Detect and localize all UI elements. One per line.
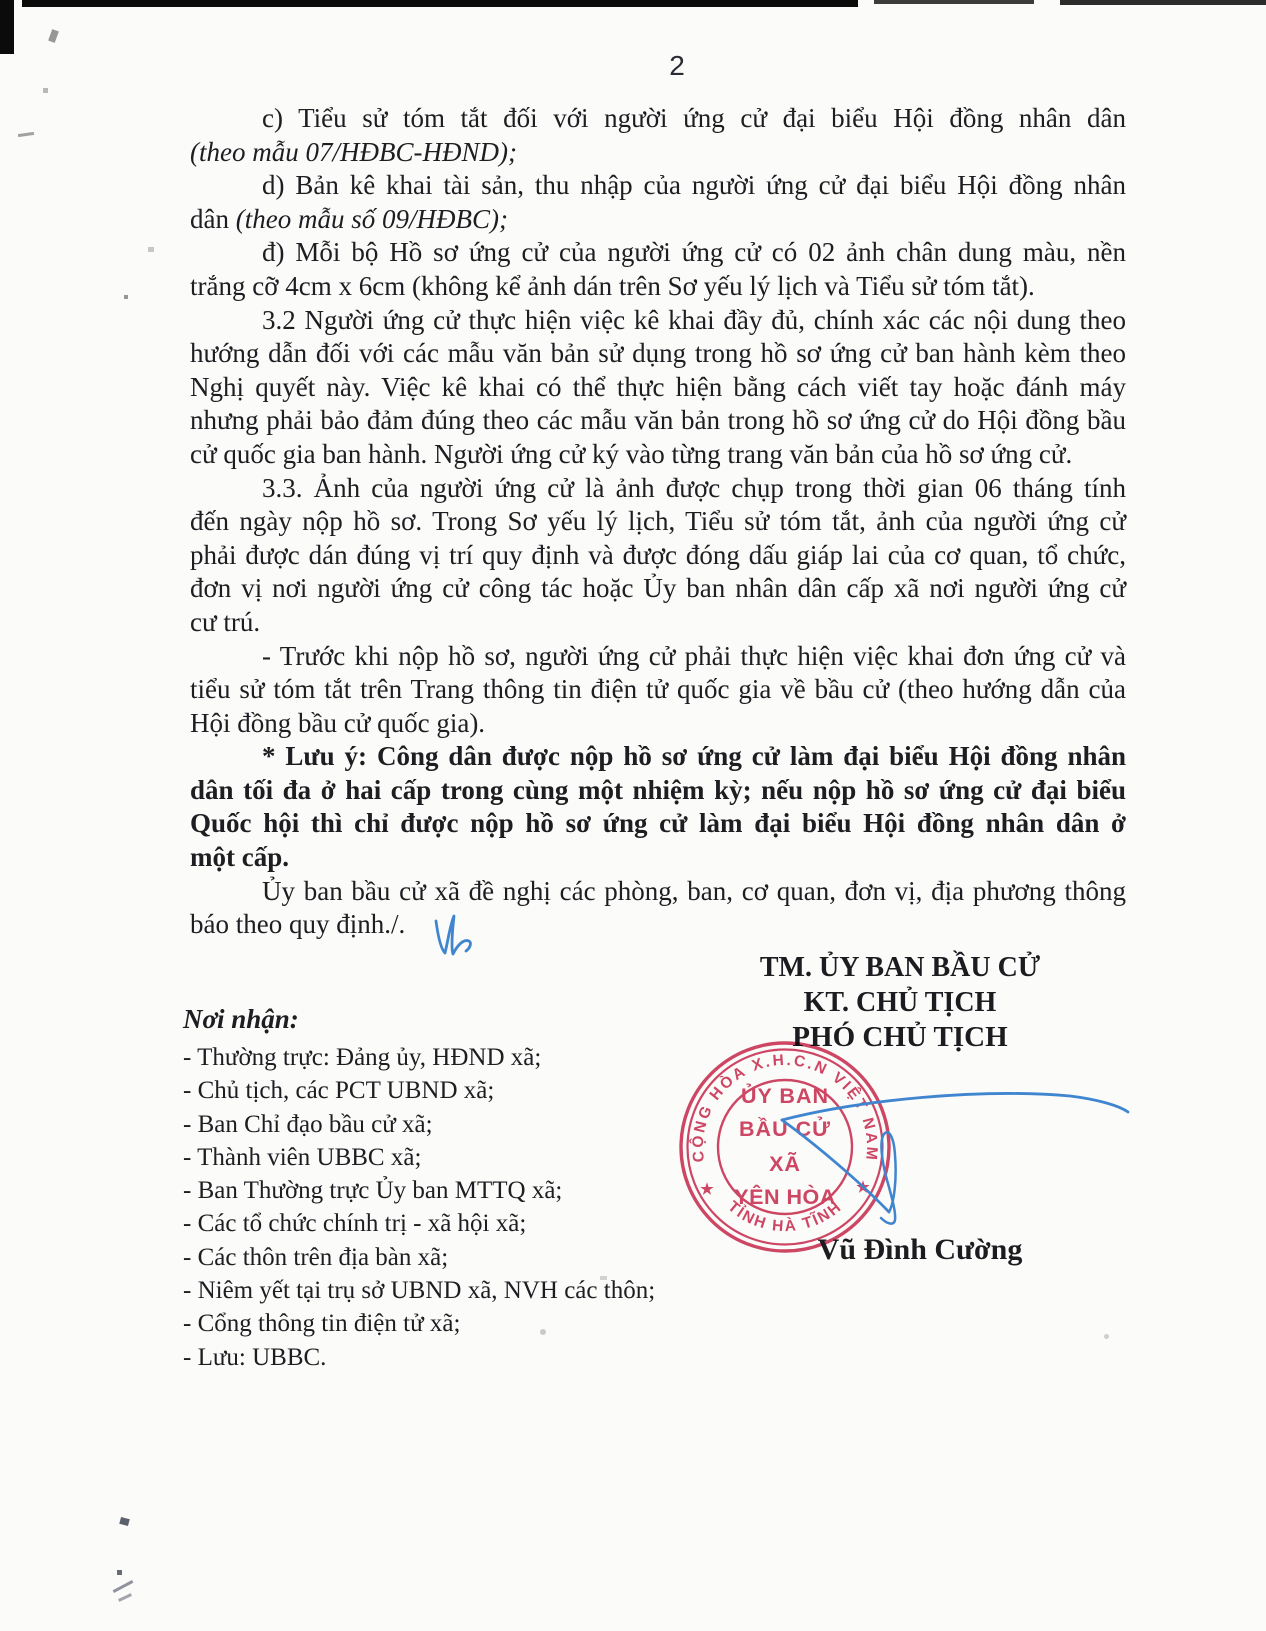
text-line — [190, 337, 1126, 371]
text-line — [190, 539, 1126, 573]
scan-artifact — [0, 0, 14, 54]
text-segment: đơn vị nơi người ứng cử công tác hoặc Ủy ban nhân dân cấp xã nơi người ứng cử — [190, 573, 1126, 604]
text-segment: Quốc hội thì chỉ được nộp hồ sơ ứng cử làm đại biểu Hội đồng nhân dân ở — [190, 808, 1126, 839]
text-segment: - Trước khi nộp hồ sơ, người ứng cử phải thực hiện việc khai đơn ứng cử và — [262, 640, 1126, 671]
text-segment: c) Tiểu sử tóm tắt đối với người ứng cử đại biểu Hội đồng nhân dân — [262, 103, 1126, 133]
paragraph — [190, 236, 1126, 303]
text-line — [190, 169, 1126, 203]
text-segment: d) Bản kê khai tài sản, thu nhập của người ứng cử đại biểu Hội đồng nhân — [262, 170, 1126, 201]
recipient-item: - Chủ tịch, các PCT UBND xã; — [183, 1077, 495, 1105]
scan-artifact — [118, 1593, 132, 1602]
scan-artifact — [113, 1580, 134, 1593]
signoff-kt: KT. CHỦ TỊCH — [803, 987, 997, 1018]
recipient-item: - Lưu: UBBC. — [183, 1343, 327, 1371]
recipient-item: - Niêm yết tại trụ sở UBND xã, NVH các thôn; — [183, 1277, 656, 1305]
text-line — [190, 505, 1126, 539]
text-segment: 3.3. Ảnh của người ứng cử là ảnh được chụp trong thời gian 06 tháng tính — [262, 472, 1126, 503]
paragraph — [190, 740, 1126, 874]
scan-artifact — [43, 88, 48, 93]
text-line — [190, 472, 1126, 506]
text-segment: nhưng phải bảo đảm đúng theo các mẫu văn bản trong hồ sơ ứng cử do Hội đồng bầu — [190, 405, 1126, 436]
page-number: 2 — [669, 50, 685, 81]
scan-artifact — [1104, 1334, 1109, 1339]
scan-artifact — [148, 247, 154, 252]
stamp-top-text: CỘNG HÒA X.H.C.N VIỆT NAM — [689, 1051, 881, 1163]
text-segment: đ) Mỗi bộ Hồ sơ ứng cử của người ứng cử có 02 ảnh chân dung màu, nền — [262, 237, 1126, 268]
stamp-center-line: BẦU CỬ — [739, 1117, 831, 1141]
star-icon: ★ — [856, 1179, 870, 1196]
text-segment: 3.2 Người ứng cử thực hiện việc kê khai đầy đủ, chính xác các nội dung theo — [262, 304, 1126, 335]
text-segment: trắng cỡ 4cm x 6cm (không kể ảnh dán trên Sơ yếu lý lịch và Tiểu sử tóm tắt). — [190, 270, 1035, 301]
text-segment: đến ngày nộp hồ sơ. Trong Sơ yếu lý lịch, Tiểu sử tóm tắt, ảnh của người ứng cử — [190, 506, 1126, 537]
text-line — [190, 640, 1126, 674]
text-segment: Ủy ban bầu cử xã đề nghị các phòng, ban, cơ quan, đơn vị, địa phương thông — [262, 875, 1126, 906]
text-segment: cư trú. — [190, 606, 261, 637]
text-line — [190, 102, 1126, 136]
text-segment: báo theo quy định./. — [190, 909, 406, 940]
text-segment: dân tối đa ở hai cấp trong cùng một nhiệm kỳ; nếu nộp hồ sơ ứng cử đại biểu — [190, 774, 1126, 805]
scan-artifact — [18, 132, 34, 137]
recipient-item: - Thường trực: Đảng ủy, HĐND xã; — [183, 1044, 542, 1071]
scan-artifact — [117, 1570, 122, 1575]
recipient-item: - Ban Chỉ đạo bầu cử xã; — [183, 1110, 433, 1138]
text-segment: (theo mẫu 07/HĐBC-HĐND); — [190, 136, 517, 167]
text-line — [190, 875, 1126, 909]
text-line — [190, 807, 1126, 841]
text-segment: cử quốc gia ban hành. Người ứng cử ký vào từng trang văn bản của hồ sơ ứng cử. — [190, 438, 1073, 469]
stamp-bottom-text: TỈNH HÀ TĨNH — [724, 1197, 846, 1236]
text-segment: Hội đồng bầu cử quốc gia). — [190, 707, 486, 738]
text-segment: Nghị quyết này. Việc kê khai có thể thực hiện bằng cách viết tay hoặc đánh máy — [190, 371, 1126, 402]
text-line — [190, 673, 1126, 707]
text-line — [190, 270, 1126, 304]
text-segment: hướng dẫn đối với các mẫu văn bản sử dụng trong hồ sơ ứng cử ban hành kèm theo — [190, 338, 1126, 369]
text-line — [190, 236, 1126, 270]
paragraph — [190, 640, 1126, 741]
text-line — [190, 304, 1126, 338]
paragraph — [190, 304, 1126, 472]
text-line — [190, 572, 1126, 606]
text-line — [190, 371, 1126, 405]
recipients-block — [183, 1004, 655, 1374]
scan-artifact — [22, 0, 858, 7]
recipient-item: - Các thôn trên địa bàn xã; — [183, 1243, 449, 1271]
star-icon: ★ — [700, 1181, 714, 1198]
text-line — [190, 606, 1126, 640]
stamp-center-line: YÊN HÒA — [734, 1185, 836, 1209]
text-line — [190, 740, 1126, 774]
text-segment: phải được dán đúng vị trí quy định và được đóng dấu giáp lai của cơ quan, tổ chức, — [190, 539, 1126, 570]
signoff-title: PHÓ CHỦ TỊCH — [792, 1021, 1008, 1053]
scan-artifact — [48, 29, 59, 43]
recipients-list — [183, 1041, 655, 1374]
recipient-item: - Cổng thông tin điện tử xã; — [183, 1310, 461, 1338]
paragraph — [190, 472, 1126, 640]
recipients-header: Nơi nhận: — [183, 1004, 299, 1034]
stamp-middle-ring — [688, 1050, 883, 1245]
paragraph — [190, 875, 1126, 942]
text-line — [190, 404, 1126, 438]
paragraph — [190, 169, 1126, 236]
text-line — [190, 774, 1126, 808]
text-line — [190, 136, 1126, 170]
text-line — [190, 203, 1126, 237]
stamp-center-line: ỦY BAN — [740, 1084, 830, 1108]
stamp-center-line: XÃ — [769, 1152, 801, 1176]
text-line — [190, 841, 1126, 875]
official-stamp — [672, 1034, 898, 1260]
text-line — [190, 707, 1126, 741]
text-segment: một cấp. — [190, 842, 289, 873]
scan-artifact — [119, 1517, 130, 1526]
text-line — [190, 908, 1126, 942]
text-line — [190, 438, 1126, 472]
paragraph — [190, 102, 1126, 169]
recipient-item: - Ban Thường trực Ủy ban MTTQ xã; — [183, 1177, 563, 1205]
text-segment: (theo mẫu số 09/HĐBC); — [235, 203, 508, 234]
scan-artifact — [124, 295, 128, 299]
signoff-org: TM. ỦY BAN BẦU CỬ — [759, 952, 1041, 983]
scan-artifact — [874, 0, 1034, 4]
recipient-item: - Thành viên UBBC xã; — [183, 1143, 422, 1171]
text-segment: * Lưu ý: Công dân được nộp hồ sơ ứng cử làm đại biểu Hội đồng nhân — [262, 741, 1126, 772]
recipient-item: - Các tổ chức chính trị - xã hội xã; — [183, 1210, 527, 1238]
scan-artifact — [1060, 0, 1266, 5]
document-body — [190, 102, 1126, 942]
text-segment: dân — [190, 203, 236, 234]
text-segment: tiểu sử tóm tắt trên Trang thông tin điện tử quốc gia về bầu cử (theo hướng dẫn của — [190, 674, 1126, 705]
signer-name: Vũ Đình Cường — [817, 1233, 1023, 1266]
